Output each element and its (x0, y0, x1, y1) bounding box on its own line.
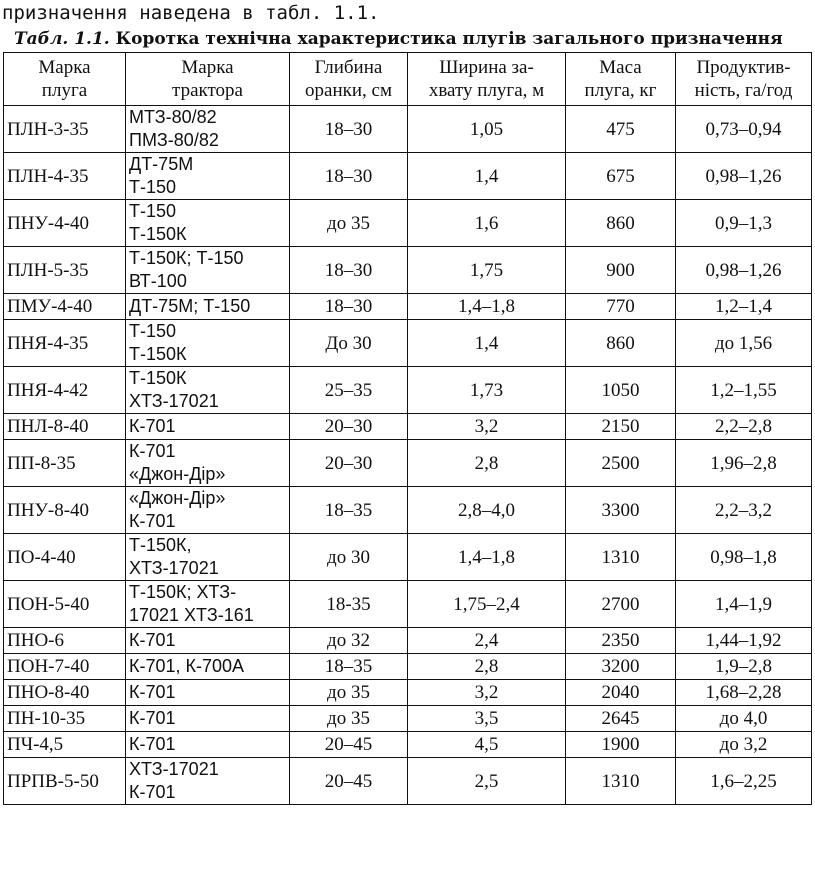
width-cell: 1,4–1,8 (408, 534, 566, 581)
productivity-cell: до 4,0 (676, 706, 812, 732)
depth-cell: до 30 (290, 534, 408, 581)
depth-cell: 20–30 (290, 414, 408, 440)
mass-cell: 770 (566, 294, 676, 320)
depth-cell: до 35 (290, 680, 408, 706)
mass-cell: 675 (566, 153, 676, 200)
tractor-brand-cell (126, 628, 290, 654)
plough-brand-cell: ПОН-7-40 (4, 654, 126, 680)
depth-cell: 18–35 (290, 487, 408, 534)
tractor-line: ПМЗ-80/82 (129, 130, 219, 150)
table-row (4, 440, 812, 487)
productivity-cell: 1,2–1,55 (676, 367, 812, 414)
tractor-line: ДТ-75М; Т-150 (129, 296, 251, 316)
table-row (4, 706, 812, 732)
plough-brand-cell: ПНУ-4-40 (4, 200, 126, 247)
plough-spec-table (3, 52, 812, 805)
depth-cell: До 30 (290, 320, 408, 367)
depth-cell: 18-35 (290, 581, 408, 628)
plough-brand-cell: ПНО-6 (4, 628, 126, 654)
plough-brand-cell: ПМУ-4-40 (4, 294, 126, 320)
table-row (4, 628, 812, 654)
width-cell: 1,05 (408, 106, 566, 153)
mass-cell: 2700 (566, 581, 676, 628)
plough-brand-cell: ПП-8-35 (4, 440, 126, 487)
mass-cell: 2040 (566, 680, 676, 706)
plough-brand-cell: ПНЯ-4-35 (4, 320, 126, 367)
mass-cell: 900 (566, 247, 676, 294)
mass-cell: 3300 (566, 487, 676, 534)
depth-cell: до 35 (290, 200, 408, 247)
mass-cell: 2500 (566, 440, 676, 487)
mass-cell: 3200 (566, 654, 676, 680)
depth-cell: до 35 (290, 706, 408, 732)
header-width: Ширина за- хвату плуга, м (408, 53, 566, 106)
tractor-brand-cell (126, 732, 290, 758)
productivity-cell: 1,2–1,4 (676, 294, 812, 320)
table-row (4, 534, 812, 581)
plough-brand-cell: ПРПВ-5-50 (4, 758, 126, 805)
width-cell: 1,6 (408, 200, 566, 247)
width-cell: 3,5 (408, 706, 566, 732)
productivity-cell: 0,98–1,26 (676, 247, 812, 294)
depth-cell: 20–30 (290, 440, 408, 487)
depth-cell: 18–30 (290, 294, 408, 320)
mass-cell: 860 (566, 200, 676, 247)
table-row (4, 106, 812, 153)
table-caption (14, 28, 783, 50)
tractor-line: К-701 (129, 682, 176, 702)
productivity-cell: 0,98–1,8 (676, 534, 812, 581)
tractor-line: Т-150 (129, 201, 177, 221)
productivity-cell: 1,44–1,92 (676, 628, 812, 654)
width-cell: 3,2 (408, 414, 566, 440)
header-depth: Глибина оранки, см (290, 53, 408, 106)
width-cell: 2,5 (408, 758, 566, 805)
tractor-brand-cell (126, 153, 290, 200)
tractor-line: К-701, К-700А (129, 656, 245, 676)
tractor-brand-cell (126, 487, 290, 534)
tractor-line: ВТ-100 (129, 271, 187, 291)
productivity-cell: 0,98–1,26 (676, 153, 812, 200)
table-row (4, 487, 812, 534)
mass-cell: 1310 (566, 534, 676, 581)
productivity-cell: 1,6–2,25 (676, 758, 812, 805)
width-cell: 1,4–1,8 (408, 294, 566, 320)
tractor-line: Т-150К (129, 344, 187, 364)
tractor-line: К-701 (129, 734, 176, 754)
tractor-brand-cell (126, 534, 290, 581)
productivity-cell: 0,73–0,94 (676, 106, 812, 153)
table-number: Табл. 1.1. (14, 29, 110, 49)
productivity-cell: 0,9–1,3 (676, 200, 812, 247)
tractor-line: Т-150 (129, 177, 177, 197)
mass-cell: 1310 (566, 758, 676, 805)
table-row (4, 581, 812, 628)
tractor-brand-cell (126, 581, 290, 628)
table-row (4, 320, 812, 367)
productivity-cell: 2,2–2,8 (676, 414, 812, 440)
table-row (4, 294, 812, 320)
depth-cell: 25–35 (290, 367, 408, 414)
tractor-line: К-701 (129, 708, 176, 728)
tractor-brand-cell (126, 654, 290, 680)
table-row (4, 732, 812, 758)
tractor-brand-cell (126, 680, 290, 706)
width-cell: 3,2 (408, 680, 566, 706)
tractor-brand-cell (126, 414, 290, 440)
tractor-line: Т-150К (129, 224, 187, 244)
tractor-brand-cell (126, 247, 290, 294)
tractor-line: ХТЗ-17021 (129, 759, 219, 779)
productivity-cell: 1,9–2,8 (676, 654, 812, 680)
mass-cell: 2645 (566, 706, 676, 732)
tractor-line: Т-150К (129, 368, 187, 388)
tractor-brand-cell (126, 200, 290, 247)
productivity-cell: 1,96–2,8 (676, 440, 812, 487)
tractor-line: МТЗ-80/82 (129, 107, 217, 127)
depth-cell: 18–30 (290, 153, 408, 200)
width-cell: 1,75–2,4 (408, 581, 566, 628)
depth-cell: 18–30 (290, 247, 408, 294)
tractor-line: 17021 ХТЗ-161 (129, 605, 254, 625)
intro-text: призначення наведена в табл. 1.1. (2, 2, 380, 24)
mass-cell: 2150 (566, 414, 676, 440)
table-header-row (4, 53, 812, 106)
mass-cell: 1900 (566, 732, 676, 758)
productivity-cell: до 1,56 (676, 320, 812, 367)
productivity-cell: до 3,2 (676, 732, 812, 758)
tractor-line: Т-150К, (129, 535, 192, 555)
width-cell: 2,8–4,0 (408, 487, 566, 534)
table-row (4, 247, 812, 294)
depth-cell: 18–35 (290, 654, 408, 680)
plough-brand-cell: ПНО-8-40 (4, 680, 126, 706)
depth-cell: до 32 (290, 628, 408, 654)
tractor-line: Т-150 (129, 321, 177, 341)
tractor-brand-cell (126, 106, 290, 153)
table-row (4, 200, 812, 247)
width-cell: 2,8 (408, 654, 566, 680)
productivity-cell: 1,4–1,9 (676, 581, 812, 628)
tractor-brand-cell (126, 440, 290, 487)
table-row (4, 758, 812, 805)
table-row (4, 153, 812, 200)
width-cell: 2,8 (408, 440, 566, 487)
plough-brand-cell: ПНУ-8-40 (4, 487, 126, 534)
tractor-brand-cell (126, 758, 290, 805)
header-productivity: Продуктив- ність, га/год (676, 53, 812, 106)
plough-brand-cell: ПЧ-4,5 (4, 732, 126, 758)
tractor-line: К-701 (129, 511, 176, 531)
tractor-line: ХТЗ-17021 (129, 391, 219, 411)
tractor-line: Т-150К; Т-150 (129, 248, 244, 268)
tractor-line: К-701 (129, 441, 176, 461)
depth-cell: 18–30 (290, 106, 408, 153)
plough-brand-cell: ПН-10-35 (4, 706, 126, 732)
tractor-brand-cell (126, 320, 290, 367)
width-cell: 4,5 (408, 732, 566, 758)
width-cell: 2,4 (408, 628, 566, 654)
depth-cell: 20–45 (290, 732, 408, 758)
mass-cell: 475 (566, 106, 676, 153)
mass-cell: 860 (566, 320, 676, 367)
plough-brand-cell: ПОН-5-40 (4, 581, 126, 628)
productivity-cell: 2,2–3,2 (676, 487, 812, 534)
tractor-line: К-701 (129, 630, 176, 650)
tractor-line: «Джон-Дір» (129, 464, 226, 484)
table-body (4, 106, 812, 805)
plough-brand-cell: ПНЯ-4-42 (4, 367, 126, 414)
tractor-brand-cell (126, 367, 290, 414)
depth-cell: 20–45 (290, 758, 408, 805)
plough-brand-cell: ПЛН-4-35 (4, 153, 126, 200)
tractor-brand-cell (126, 706, 290, 732)
tractor-line: ДТ-75М (129, 154, 194, 174)
plough-brand-cell: ПО-4-40 (4, 534, 126, 581)
width-cell: 1,75 (408, 247, 566, 294)
tractor-line: К-701 (129, 416, 176, 436)
plough-brand-cell: ПНЛ-8-40 (4, 414, 126, 440)
header-mass: Маса плуга, кг (566, 53, 676, 106)
width-cell: 1,4 (408, 320, 566, 367)
width-cell: 1,73 (408, 367, 566, 414)
plough-brand-cell: ПЛН-3-35 (4, 106, 126, 153)
tractor-line: «Джон-Дір» (129, 488, 226, 508)
table-row (4, 414, 812, 440)
table-row (4, 654, 812, 680)
table-row (4, 680, 812, 706)
tractor-line: К-701 (129, 782, 176, 802)
mass-cell: 1050 (566, 367, 676, 414)
productivity-cell: 1,68–2,28 (676, 680, 812, 706)
table-row (4, 367, 812, 414)
tractor-brand-cell (126, 294, 290, 320)
header-tractor-brand: Марка трактора (126, 53, 290, 106)
header-plough-brand: Марка плуга (4, 53, 126, 106)
tractor-line: ХТЗ-17021 (129, 558, 219, 578)
table-title: Коротка технічна характеристика плугів загального призначення (115, 29, 783, 49)
tractor-line: Т-150К; ХТЗ- (129, 582, 237, 602)
mass-cell: 2350 (566, 628, 676, 654)
width-cell: 1,4 (408, 153, 566, 200)
plough-brand-cell: ПЛН-5-35 (4, 247, 126, 294)
